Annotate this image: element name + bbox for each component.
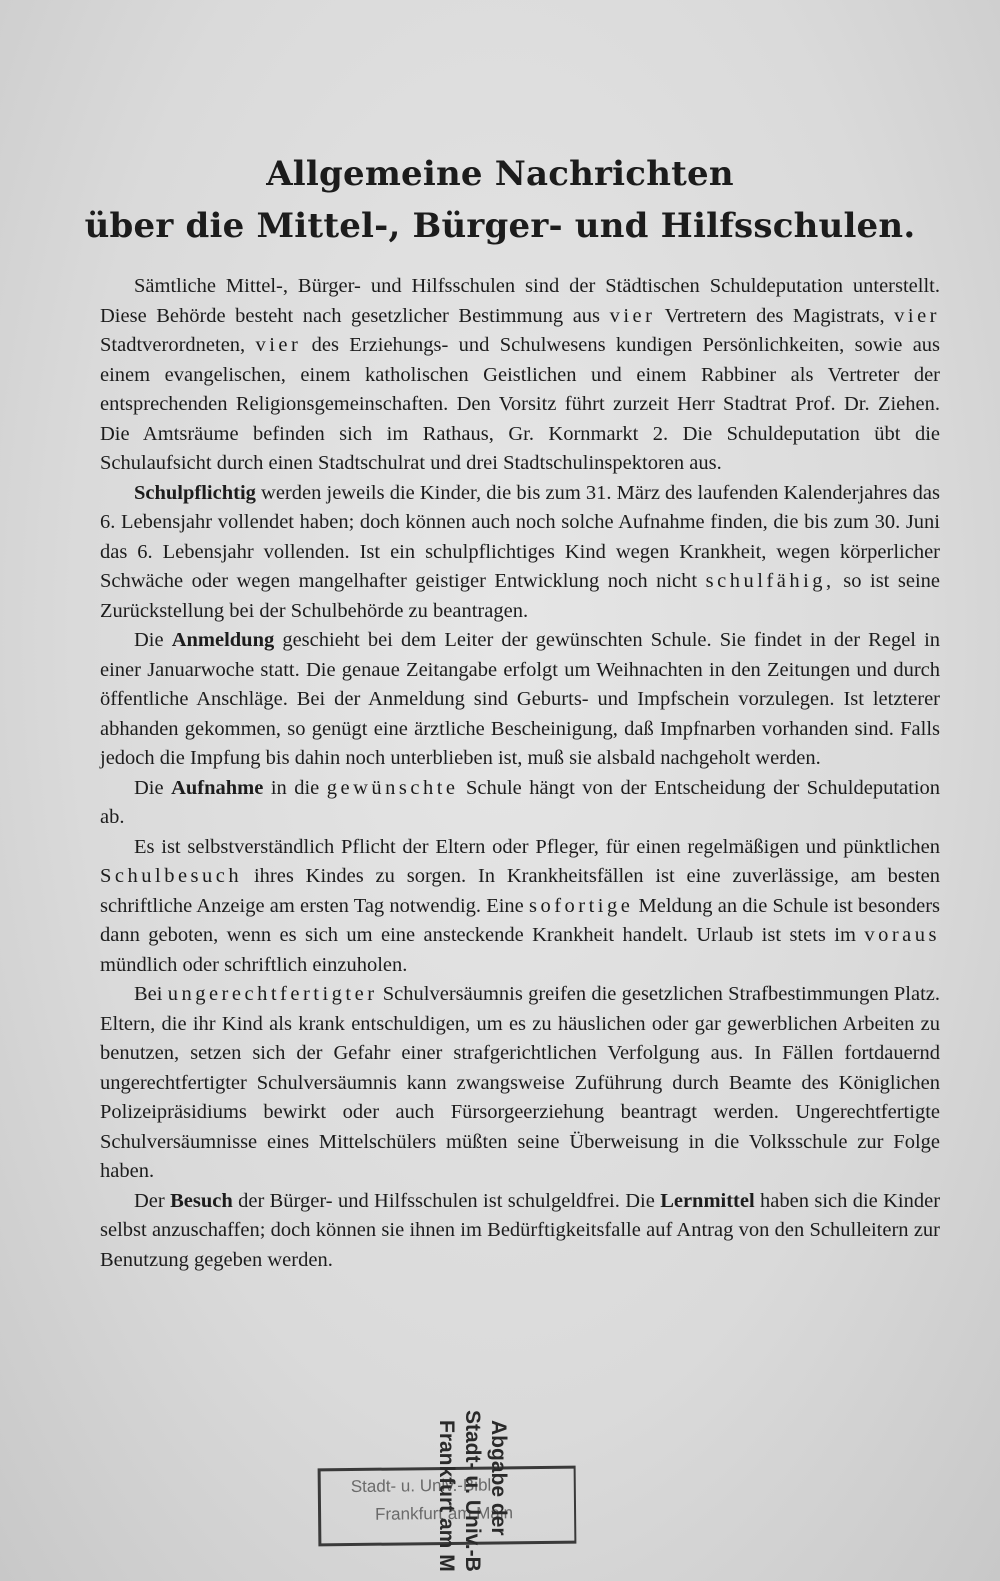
spaced-text: schulfähig, [705,570,835,592]
bold-term: Besuch [170,1189,233,1212]
title-line-1: Allgemeine Nachrichten [266,154,734,194]
title-line-2: über die Mittel-, Bürger- und Hilfsschulen. [84,206,916,246]
stamp-vertical-2: Stadt- u. Univ.-B [461,1410,484,1572]
paragraph-1 [100,272,940,479]
document-body [100,272,940,1275]
spaced-text: vier [609,304,656,327]
text: Die [134,776,164,799]
text: so ist seine Zurückstellung bei der Schulbehörde zu beantragen. [100,570,941,622]
text: Stadtverordneten, [100,334,246,356]
text: Schulversäumnis greifen die gesetzlichen Strafbestimmungen Platz. Eltern, die ihr Kind als krank entschuldigen, um es zu häuslichen oder gar gewerblichen Arbeiten zu benutzen, setzen sich der Gefahr einer strafgerichtlichen Verfolgung aus. In Fällen fortdauernd ungerechtfertigter Schulversäumnis kann zwangsweise Zuführung durch Beamte des Königlichen Polizeipräsidiums bewirkt oder auch Fürsorgeerziehung beantragt werden. Ungerechtfertigte Schulversäumnisse eines Mittelschülers müßten seine Überweisung in die Volksschule zur Folge haben. [100,983,941,1182]
paragraph-2 [100,479,940,627]
text: werden jeweils die Kinder, die bis zum 31. März des laufenden Kalenderjahres das 6. Lebensjahr vollendet haben; doch können auch noch solche Aufnahme finden, die bis zum 30. Juni das 6. Lebensjahr vollenden. Ist ein schulpflichtiges Kind wegen Krankheit, wegen körperlicher Schwäche oder wegen mangelhafter geistiger Entwicklung noch nicht [100,481,940,592]
text: ihres Kindes zu sorgen. In Krankheitsfällen ist eine zuverlässige, am besten schriftliche Anzeige am ersten Tag notwendig. Eine [100,865,941,917]
spaced-text: sofortige [528,894,634,917]
stamp-line-2: Frankfurt am Main [374,1503,514,1524]
text: des Erziehungs- und Schulwesens kundigen Persönlichkeiten, sowie aus einem evangelischen, einem katholischen Geistlichen und einem Rabbiner als Vertreter der entsprechenden Religionsgemeinschaften. Den Vorsitz führt zurzeit Herr Stadtrat Prof. Dr. Ziehen. Die Amtsräume befinden sich im Rathaus, Gr. Kornmarkt 2. Die Schuldeputation übt die Schulaufsicht durch einen Stadtschulrat und drei Stadtschulinspektoren aus. [100,334,941,474]
spaced-text: vier [255,334,302,356]
text: Es ist selbstverständlich Pflicht der Eltern oder Pfleger, für einen regelmäßigen und pünktlichen [134,835,940,858]
bold-term: Anmeldung [171,629,275,651]
text: Der [134,1189,165,1212]
bold-term: Lernmittel [660,1189,755,1212]
text: haben sich die Kinder selbst anzuschaffen; doch können sie ihnen im Bedürftigkeitsfalle auf Antrag von den Schulleitern zur Benutzung gegeben werden. [100,1189,941,1271]
paragraph-4 [100,774,940,833]
text: Bei [134,983,163,1005]
spaced-text: vier [894,304,940,327]
paragraph-3 [100,626,940,774]
text: in die [270,776,320,799]
stamp-vertical-1: Abgabe der [487,1420,510,1536]
text: Sämtliche Mittel-, Bürger- und Hilfsschulen sind der Städtischen Schuldeputation unterstellt. Diese Behörde besteht nach gesetzlicher Bestimmung aus [100,275,940,327]
stamp-line-1: Stadt- u. Univ.-Bibl. [350,1475,497,1497]
text: Vertretern des Magistrats, [664,304,885,327]
text: Schule hängt von der Entscheidung der Schuldeputation ab. [100,776,941,828]
spaced-text: voraus [864,924,940,946]
spaced-text: ungerechtfertigter [167,983,378,1005]
paragraph-6 [100,980,940,1187]
bold-term: Schulpflichtig [134,481,256,504]
paragraph-5 [100,833,940,981]
text: geschieht bei dem Leiter der gewünschten Schule. Sie findet in der Regel in einer Januarwoche statt. Die genaue Zeitangabe erfolgt um Weihnachten in den Zeitungen und durch öffentliche Anschläge. Bei der Anmeldung sind Geburts- und Impfschein vorzulegen. Ist letzterer abhanden gekommen, so genügt eine ärztliche Bescheinigung, daß Impfnarben vorhanden sind. Falls jedoch die Impfung bis dahin noch unterblieben ist, muß sie alsbald nachgeholt werden. [100,629,941,769]
spaced-text: gewünschte [326,776,459,799]
text: der Bürger- und Hilfsschulen ist schulgeldfrei. Die [238,1189,655,1212]
stamp-vertical-3: Frankfurt am M [435,1420,458,1572]
text: Die [134,629,164,651]
document-title [0,148,1000,252]
paragraph-7 [100,1187,940,1276]
bold-term: Aufnahme [171,776,264,799]
text: Meldung an die Schule ist besonders dann geboten, wenn es sich um eine ansteckende Krankheit handelt. Urlaub ist stets im [100,894,941,946]
text: mündlich oder schriftlich einzuholen. [100,953,408,976]
spaced-text: Schulbesuch [100,865,243,887]
